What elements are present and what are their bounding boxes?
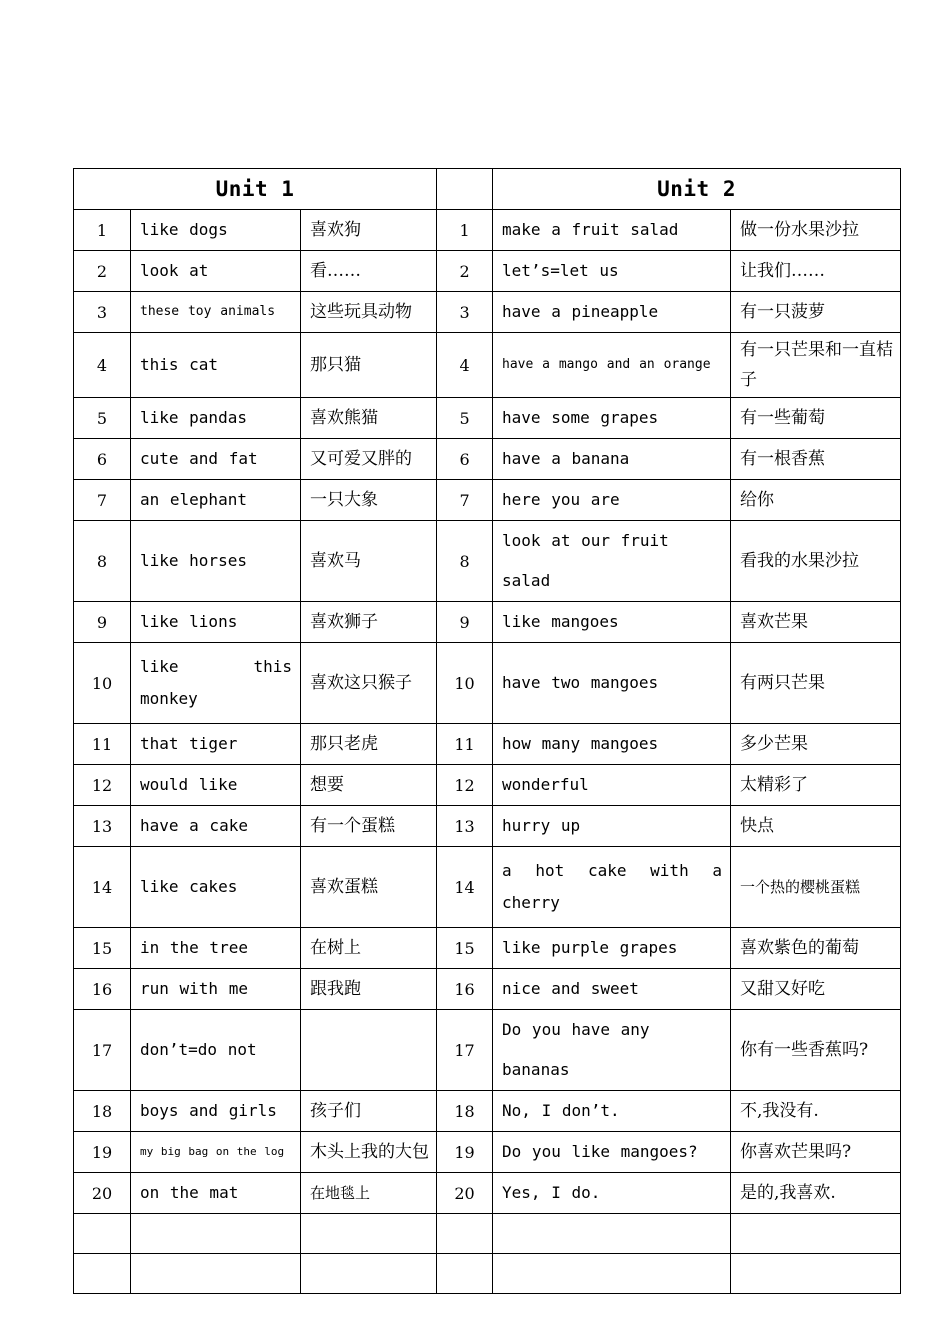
unit2-english-phrase: like purple grapes — [493, 928, 731, 969]
unit2-english-phrase: have two mangoes — [493, 643, 731, 724]
unit1-chinese-meaning: 这些玩具动物 — [301, 292, 437, 333]
unit1-english-phrase: this cat — [131, 333, 301, 398]
unit2-chinese-meaning: 喜欢芒果 — [731, 602, 901, 643]
unit2-chinese-meaning: 一个热的樱桃蛋糕 — [731, 847, 901, 928]
table-row — [74, 333, 901, 398]
unit2-row-number: 9 — [437, 602, 493, 643]
unit1-row-number: 1 — [74, 210, 131, 251]
table-row — [74, 292, 901, 333]
unit2-english-phrase: let’s=let us — [493, 251, 731, 292]
unit2-row-number: 10 — [437, 643, 493, 724]
table-row — [74, 765, 901, 806]
unit2-row-number: 3 — [437, 292, 493, 333]
unit2-row-number: 8 — [437, 521, 493, 602]
unit1-row-number: 17 — [74, 1010, 131, 1091]
unit2-chinese-meaning: 喜欢紫色的葡萄 — [731, 928, 901, 969]
unit1-chinese-meaning: 想要 — [301, 765, 437, 806]
unit2-chinese-meaning: 有一根香蕉 — [731, 439, 901, 480]
empty-cell — [301, 1214, 437, 1254]
unit1-row-number: 2 — [74, 251, 131, 292]
unit1-english-phrase: don’t=do not — [131, 1010, 301, 1091]
unit1-chinese-meaning: 喜欢狮子 — [301, 602, 437, 643]
table-row — [74, 602, 901, 643]
unit1-row-number: 8 — [74, 521, 131, 602]
unit1-row-number: 4 — [74, 333, 131, 398]
unit2-english-phrase: have a banana — [493, 439, 731, 480]
empty-cell — [437, 1254, 493, 1294]
unit2-english-phrase: hurry up — [493, 806, 731, 847]
table-row — [74, 521, 901, 602]
unit2-row-number: 17 — [437, 1010, 493, 1091]
unit1-english-phrase: that tiger — [131, 724, 301, 765]
unit2-chinese-meaning: 太精彩了 — [731, 765, 901, 806]
empty-cell — [731, 1214, 901, 1254]
unit2-chinese-meaning: 不,我没有. — [731, 1091, 901, 1132]
unit2-english-phrase: wonderful — [493, 765, 731, 806]
unit2-chinese-meaning: 多少芒果 — [731, 724, 901, 765]
unit1-chinese-meaning: 喜欢狗 — [301, 210, 437, 251]
unit2-english-phrase: nice and sweet — [493, 969, 731, 1010]
unit1-row-number: 16 — [74, 969, 131, 1010]
unit2-english-phrase: have a pineapple — [493, 292, 731, 333]
unit2-chinese-meaning: 你有一些香蕉吗? — [731, 1010, 901, 1091]
unit2-row-number: 2 — [437, 251, 493, 292]
table-row — [74, 210, 901, 251]
unit1-row-number: 3 — [74, 292, 131, 333]
unit1-chinese-meaning: 喜欢马 — [301, 521, 437, 602]
unit1-row-number: 6 — [74, 439, 131, 480]
unit1-chinese-meaning: 跟我跑 — [301, 969, 437, 1010]
unit1-chinese-meaning: 看…… — [301, 251, 437, 292]
unit1-english-phrase: on the mat — [131, 1173, 301, 1214]
unit1-row-number: 7 — [74, 480, 131, 521]
unit1-chinese-meaning: 在地毯上 — [301, 1173, 437, 1214]
unit2-english-phrase: look at our fruit salad — [493, 521, 731, 602]
unit1-english-phrase: these toy animals — [131, 292, 301, 333]
unit2-chinese-meaning: 看我的水果沙拉 — [731, 521, 901, 602]
table-row — [74, 928, 901, 969]
empty-cell — [437, 1214, 493, 1254]
unit2-row-number: 20 — [437, 1173, 493, 1214]
unit2-english-phrase: have a mango and an orange — [493, 333, 731, 398]
empty-cell — [131, 1254, 301, 1294]
empty-cell — [131, 1214, 301, 1254]
empty-row — [74, 1214, 901, 1254]
unit1-chinese-meaning — [301, 1010, 437, 1091]
unit2-row-number: 19 — [437, 1132, 493, 1173]
unit1-english-phrase: like horses — [131, 521, 301, 602]
unit1-english-phrase: like pandas — [131, 398, 301, 439]
empty-cell — [74, 1254, 131, 1294]
unit2-chinese-meaning: 给你 — [731, 480, 901, 521]
table-row — [74, 439, 901, 480]
unit2-chinese-meaning: 有两只芒果 — [731, 643, 901, 724]
unit2-title: Unit 2 — [493, 169, 901, 210]
unit1-row-number: 19 — [74, 1132, 131, 1173]
unit1-row-number: 9 — [74, 602, 131, 643]
unit1-english-phrase: an elephant — [131, 480, 301, 521]
unit1-row-number: 11 — [74, 724, 131, 765]
table-row — [74, 969, 901, 1010]
unit2-chinese-meaning: 有一只菠萝 — [731, 292, 901, 333]
table-row — [74, 806, 901, 847]
empty-cell — [731, 1254, 901, 1294]
unit2-chinese-meaning: 有一些葡萄 — [731, 398, 901, 439]
unit1-english-phrase: like this monkey — [131, 643, 301, 724]
unit2-row-number: 14 — [437, 847, 493, 928]
unit2-row-number: 5 — [437, 398, 493, 439]
table-row — [74, 1173, 901, 1214]
unit1-row-number: 12 — [74, 765, 131, 806]
header-row — [74, 169, 901, 210]
unit2-chinese-meaning: 你喜欢芒果吗? — [731, 1132, 901, 1173]
table-row — [74, 1132, 901, 1173]
unit1-chinese-meaning: 有一个蛋糕 — [301, 806, 437, 847]
unit1-english-phrase: run with me — [131, 969, 301, 1010]
unit1-chinese-meaning: 又可爱又胖的 — [301, 439, 437, 480]
unit2-english-phrase: Do you have any bananas — [493, 1010, 731, 1091]
unit2-english-phrase: No, I don’t. — [493, 1091, 731, 1132]
unit1-row-number: 20 — [74, 1173, 131, 1214]
unit1-english-phrase: like cakes — [131, 847, 301, 928]
unit2-row-number: 18 — [437, 1091, 493, 1132]
unit1-english-phrase: look at — [131, 251, 301, 292]
unit1-chinese-meaning: 孩子们 — [301, 1091, 437, 1132]
unit2-row-number: 4 — [437, 333, 493, 398]
unit1-row-number: 14 — [74, 847, 131, 928]
unit2-chinese-meaning: 是的,我喜欢. — [731, 1173, 901, 1214]
unit1-chinese-meaning: 那只猫 — [301, 333, 437, 398]
unit1-english-phrase: would like — [131, 765, 301, 806]
unit1-row-number: 10 — [74, 643, 131, 724]
unit1-english-phrase: like lions — [131, 602, 301, 643]
unit1-chinese-meaning: 喜欢蛋糕 — [301, 847, 437, 928]
unit2-chinese-meaning: 又甜又好吃 — [731, 969, 901, 1010]
table-row — [74, 1010, 901, 1091]
unit2-row-number: 6 — [437, 439, 493, 480]
unit1-row-number: 5 — [74, 398, 131, 439]
unit2-english-phrase: Do you like mangoes? — [493, 1132, 731, 1173]
unit1-row-number: 15 — [74, 928, 131, 969]
unit2-row-number: 11 — [437, 724, 493, 765]
unit1-english-phrase: my big bag on the log — [131, 1132, 301, 1173]
unit1-chinese-meaning: 喜欢这只猴子 — [301, 643, 437, 724]
unit1-row-number: 13 — [74, 806, 131, 847]
unit2-row-number: 13 — [437, 806, 493, 847]
empty-cell — [301, 1254, 437, 1294]
unit2-row-number: 15 — [437, 928, 493, 969]
unit2-chinese-meaning: 让我们…… — [731, 251, 901, 292]
unit1-chinese-meaning: 一只大象 — [301, 480, 437, 521]
unit2-english-phrase: here you are — [493, 480, 731, 521]
empty-cell — [493, 1214, 731, 1254]
unit2-english-phrase: Yes, I do. — [493, 1173, 731, 1214]
table-row — [74, 1091, 901, 1132]
table-row — [74, 643, 901, 724]
vocabulary-table — [73, 168, 901, 1294]
unit2-row-number: 1 — [437, 210, 493, 251]
unit2-row-number: 16 — [437, 969, 493, 1010]
unit2-english-phrase: like mangoes — [493, 602, 731, 643]
unit2-english-phrase: how many mangoes — [493, 724, 731, 765]
unit2-chinese-meaning: 做一份水果沙拉 — [731, 210, 901, 251]
unit2-english-phrase: make a fruit salad — [493, 210, 731, 251]
unit1-english-phrase: have a cake — [131, 806, 301, 847]
header-spacer-cell — [437, 169, 493, 210]
empty-cell — [493, 1254, 731, 1294]
vocabulary-table-body — [74, 169, 901, 1294]
unit2-row-number: 7 — [437, 480, 493, 521]
empty-cell — [74, 1214, 131, 1254]
unit1-chinese-meaning: 那只老虎 — [301, 724, 437, 765]
unit1-title: Unit 1 — [74, 169, 437, 210]
table-row — [74, 398, 901, 439]
table-row — [74, 847, 901, 928]
unit1-chinese-meaning: 木头上我的大包 — [301, 1132, 437, 1173]
unit1-english-phrase: like dogs — [131, 210, 301, 251]
unit1-english-phrase: cute and fat — [131, 439, 301, 480]
unit2-row-number: 12 — [437, 765, 493, 806]
unit1-english-phrase: in the tree — [131, 928, 301, 969]
unit1-chinese-meaning: 在树上 — [301, 928, 437, 969]
table-row — [74, 480, 901, 521]
unit1-row-number: 18 — [74, 1091, 131, 1132]
unit2-english-phrase: a hot cake with a cherry — [493, 847, 731, 928]
empty-row — [74, 1254, 901, 1294]
table-row — [74, 251, 901, 292]
unit2-chinese-meaning: 快点 — [731, 806, 901, 847]
unit1-english-phrase: boys and girls — [131, 1091, 301, 1132]
unit2-english-phrase: have some grapes — [493, 398, 731, 439]
table-row — [74, 724, 901, 765]
unit1-chinese-meaning: 喜欢熊猫 — [301, 398, 437, 439]
unit2-chinese-meaning: 有一只芒果和一直桔子 — [731, 333, 901, 398]
